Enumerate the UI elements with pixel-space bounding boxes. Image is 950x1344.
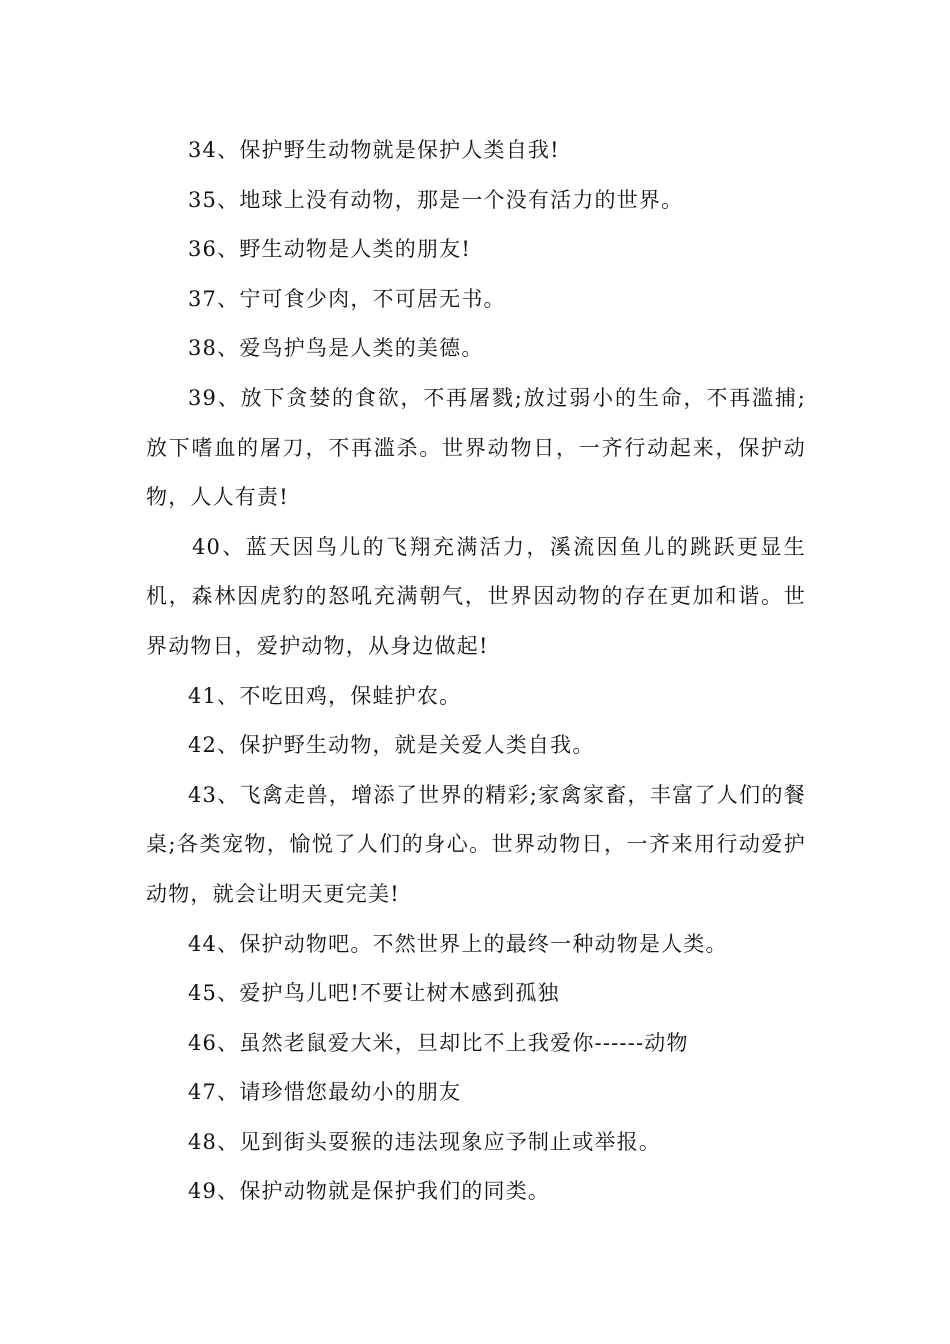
list-item: 43、飞禽走兽，增添了世界的精彩;家禽家畜，丰富了人们的餐桌;各类宠物，愉悦了人们的身心。世界动物日，一齐来用行动爱护动物，就会让明天更完美! — [146, 782, 806, 906]
list-item: 36、野生动物是人类的朋友! — [188, 237, 471, 262]
list-item: 48、见到街头耍猴的违法现象应予制止或举报。 — [188, 1129, 662, 1154]
list-item: 49、保护动物就是保护我们的同类。 — [188, 1179, 551, 1204]
document-body — [146, 126, 806, 1217]
list-item: 41、不吃田鸡，保蛙护农。 — [188, 683, 462, 708]
list-item: 42、保护野生动物，就是关爱人类自我。 — [188, 733, 595, 758]
list-item: 35、地球上没有动物，那是一个没有活力的世界。 — [188, 187, 684, 212]
list-item: 46、虽然老鼠爱大米，旦却比不上我爱你------动物 — [188, 1030, 689, 1055]
list-item: 40、蓝天因鸟儿的飞翔充满活力，溪流因鱼儿的跳跃更显生机，森林因虎豹的怒吼充满朝气，世界因动物的存在更加和谐。世界动物日，爱护动物，从身边做起! — [146, 534, 806, 658]
list-item: 38、爱鸟护鸟是人类的美德。 — [188, 336, 484, 361]
list-item: 39、放下贪婪的食欲，不再屠戮;放过弱小的生命，不再滥捕;放下嗜血的屠刀，不再滥杀。世界动物日，一齐行动起来，保护动物，人人有责! — [146, 385, 806, 510]
list-item: 44、保护动物吧。不然世界上的最终一种动物是人类。 — [188, 931, 728, 956]
list-item: 37、宁可食少肉，不可居无书。 — [188, 286, 506, 311]
list-item: 45、爱护鸟儿吧!不要让树木感到孤独 — [188, 981, 560, 1006]
list-item: 47、请珍惜您最幼小的朋友 — [188, 1080, 462, 1105]
list-item: 34、保护野生动物就是保护人类自我! — [188, 138, 560, 162]
